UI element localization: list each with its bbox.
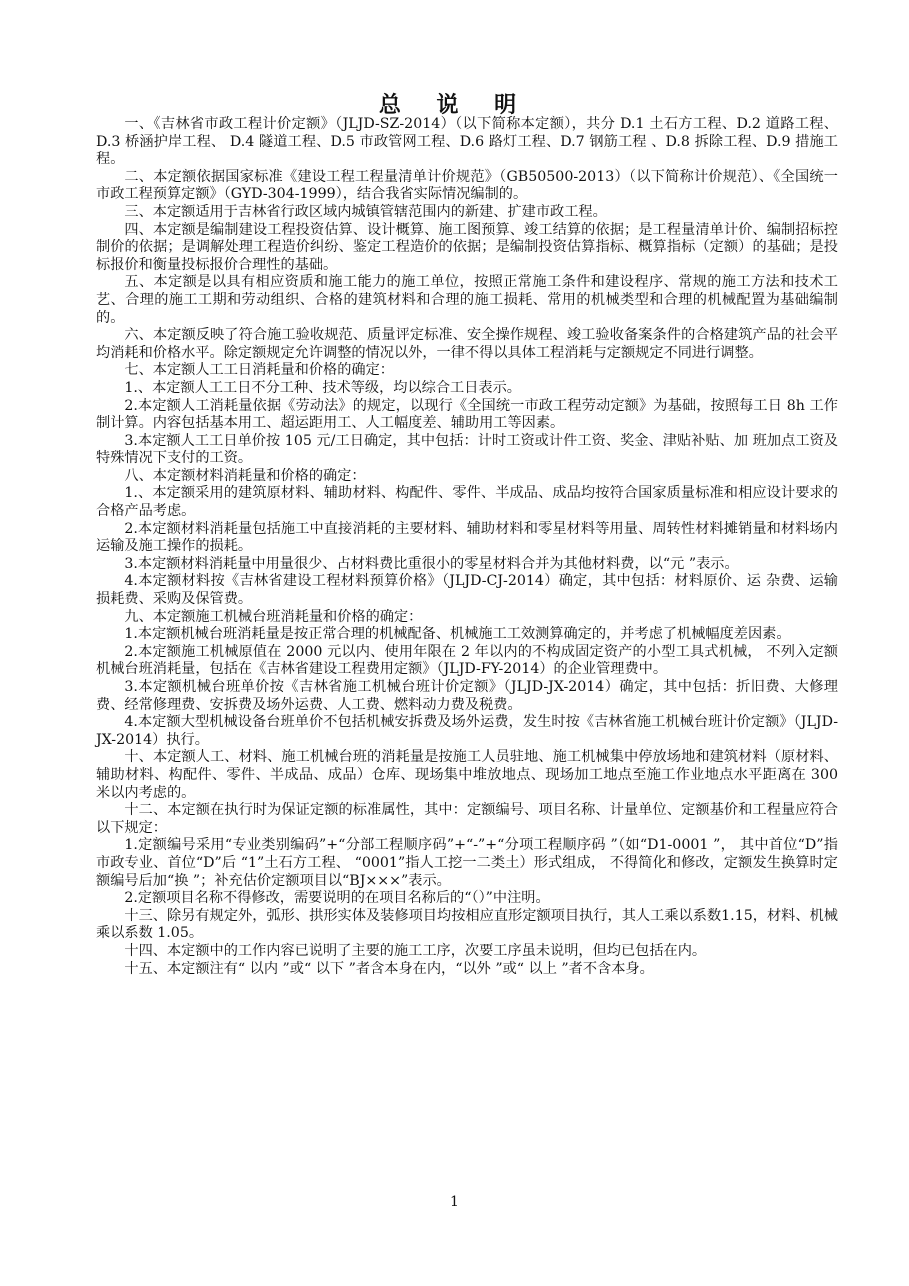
paragraph: 十五、本定额注有“ 以内 ”或“ 以下 ”者含本身在内，“以外 ”或“ 以上 ”者不含本身。	[124, 960, 654, 977]
paragraph: 4.本定额材料按《吉林省建设工程材料预算价格》（JLJD-CJ-2014）确定，其中包括：材料原价、运 杂费、运输损耗费、采购及保管费。	[96, 573, 838, 608]
paragraph: 2.本定额材料消耗量包括施工中直接消耗的主要材料、辅助材料和零星材料等用量、周转性材料摊销量和材料场内运输及施工操作的损耗。	[96, 520, 838, 555]
section-heading: 七、本定额人工工日消耗量和价格的确定：	[124, 362, 394, 379]
paragraph: 十四、本定额中的工作内容已说明了主要的施工工序，次要工序虽未说明，但均已包括在内。	[124, 942, 707, 959]
paragraph: 二、本定额依据国家标准《建设工程工程量清单计价规范》（GB50500-2013）（以下简称计价规范）、《全国统一市政工程预算定额》（GYD-304-1999），结合我省实际情况编制的。	[96, 168, 838, 203]
paragraph: 十、本定额人工、材料、施工机械台班的消耗量是按施工人员驻地、施工机械集中停放场地和建筑材料（原材料、辅助材料、构配件、零件、半成品、成品）仓库、现场集中堆放地点、现场加工地点至施工作业地点水平距离在 300 米以内考虑的。	[96, 749, 838, 801]
paragraph: 十二、本定额在执行时为保证定额的标准属性，其中：定额编号、项目名称、计量单位、定额基价和工程量应符合以下规定：	[96, 802, 838, 836]
paragraph: 1.本定额机械台班消耗量是按正常合理的机械配备、机械施工工效测算确定的，并考虑了机械幅度差因素。	[124, 626, 791, 643]
paragraph: 一、《吉林省市政工程计价定额》（JLJD-SZ-2014）（以下简称本定额），共分 D.1 土石方工程、D.2 道路工程、D.3 桥涵护岸工程、 D.4 隧道工程、D.5 市政管网工程、D.6 路灯工程、D.7 钢筋工程 、D.8 拆除工程、D.9 措施工程。	[96, 116, 838, 168]
paragraph: 五、本定额是以具有相应资质和施工能力的施工单位，按照正常施工条件和建设程序、常规的施工方法和技术工艺、合理的施工工期和劳动组织、合格的建筑材料和合理的施工损耗、常用的机械类型和合理的机械配置为基础编制的。	[96, 274, 838, 326]
page-title: 总 说 明	[378, 93, 531, 118]
paragraph: 3.本定额人工工日单价按 105 元/工日确定，其中包括：计时工资或计件工资、奖金、津贴补贴、加 班加点工资及特殊情况下支付的工资。	[96, 432, 838, 467]
paragraph: 四、本定额是编制建设工程投资估算、设计概算、施工图预算、竣工结算的依据；是工程量清单计价、编制招标控制价的依据；是调解处理工程造价纠纷、鉴定工程造价的依据；是编制投资估算指标、概算指标（定额）的基础；是投标报价和衡量投标报价合理性的基础。	[96, 221, 838, 273]
paragraph: 三、本定额适用于吉林省行政区域内城镇管辖范围内的新建、扩建市政工程。	[124, 203, 607, 220]
paragraph: 1.、本定额采用的建筑原材料、辅助材料、构配件、零件、半成品、成品均按符合国家质量标准和相应设计要求的合格产品考虑。	[96, 485, 838, 520]
paragraph: 六、本定额反映了符合施工验收规范、质量评定标准、安全操作规程、竣工验收备案条件的合格建筑产品的社会平均消耗和价格水平。除定额规定允许调整的情况以外，一律不得以具体工程消耗与定额规定不同进行调整。	[96, 327, 838, 361]
paragraph: 3.本定额材料消耗量中用量很少、占材料费比重很小的零星材料合并为其他材料费，以“元 ”表示。	[124, 555, 739, 572]
paragraph: 1.、本定额人工工日不分工种、技术等级，均以综合工日表示。	[124, 379, 521, 396]
paragraph: 4.本定额大型机械设备台班单价不包括机械安拆费及场外运费，发生时按《吉林省施工机械台班计价定额》（JLJD-JX-2014）执行。	[96, 714, 838, 748]
paragraph: 1.定额编号采用“专业类别编码”+“分部工程顺序码”+“-”+“分项工程顺序码 ”（如“D1-0001 ”， 其中首位“D”指市政专业、首位“D”后 “1”土石方工程、 “0001”指人工挖一二类土）形式组成， 不得简化和修改，定额发生换算时定额编号后加“换 ”；补充估价定额项目以“BJ×××”表示。	[96, 837, 838, 889]
paragraph: 2.定额项目名称不得修改，需要说明的在项目名称后的“（）”中注明。	[124, 890, 550, 907]
section-heading: 八、本定额材料消耗量和价格的确定：	[124, 467, 366, 484]
paragraph: 3.本定额机械台班单价按《吉林省施工机械台班计价定额》（JLJD-JX-2014）确定，其中包括：折旧费、大修理费、经常修理费、安拆费及场外运费、人工费、燃料动力费及税费。	[96, 679, 838, 713]
paragraph: 2.本定额人工消耗量依据《劳动法》的规定，以现行《全国统一市政工程劳动定额》为基础，按照每工日 8h 工作制计算。内容包括基本用工、超运距用工、人工幅度差、辅助用工等因素。	[96, 397, 838, 432]
document-body	[96, 116, 838, 978]
paragraph: 十三、除另有规定外，弧形、拱形实体及装修项目均按相应直形定额项目执行，其人工乘以系数1.15，材料、机械乘以系数 1.05。	[96, 907, 838, 942]
page-number: 1	[450, 1194, 459, 1210]
paragraph: 2.本定额施工机械原值在 2000 元以内、使用年限在 2 年以内的不构成固定资产的小型工具式机械， 不列入定额机械台班消耗量，包括在《吉林省建设工程费用定额》（JLJD-FY-2014）的企业管理费中。	[96, 643, 838, 678]
section-heading: 九、本定额施工机械台班消耗量和价格的确定：	[124, 608, 423, 625]
